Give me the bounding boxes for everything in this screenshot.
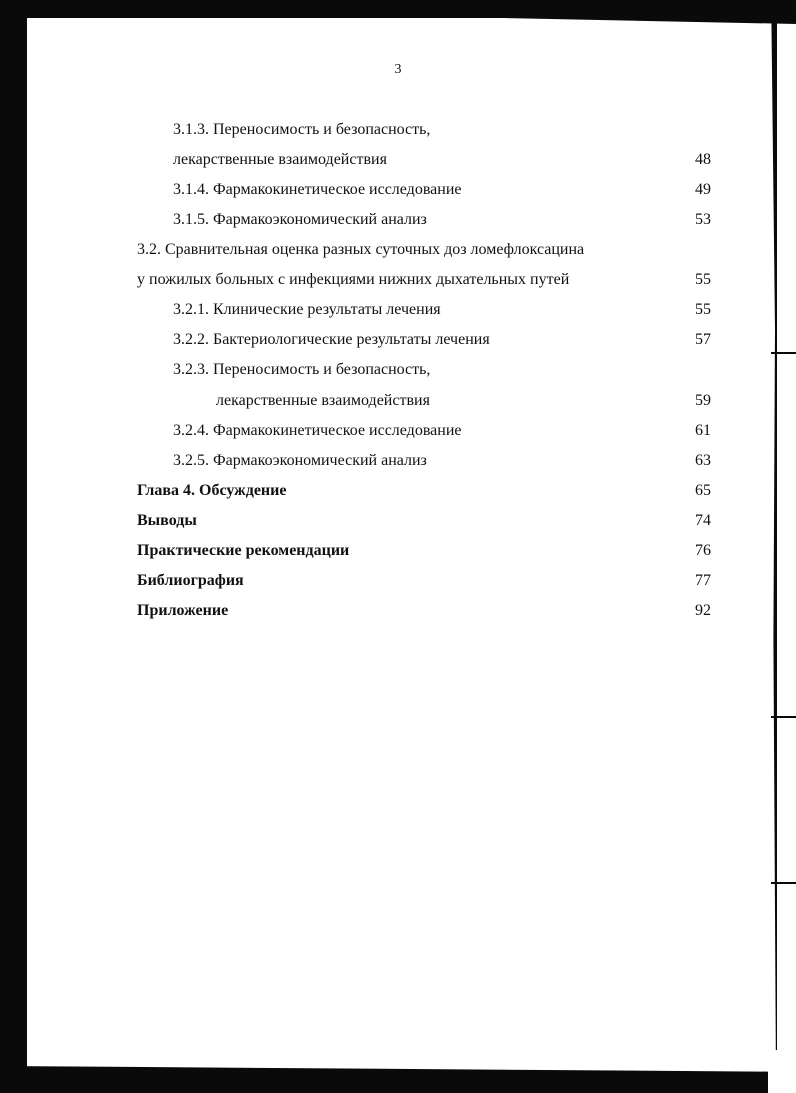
page-number: 3	[394, 62, 402, 77]
toc-entry-text: 3.2.3. Переносимость и безопасность,	[173, 361, 431, 378]
toc-entry-text: 3.2.2. Бактериологические результаты лечения	[173, 331, 490, 348]
toc-entry-page: 92	[695, 602, 711, 619]
toc-entry-page: 61	[695, 422, 711, 439]
toc-entry-page: 63	[695, 452, 711, 469]
toc-entry-page: 57	[695, 331, 711, 348]
toc-entry-page: 49	[695, 181, 711, 198]
toc-entry-text: 3.1.5. Фармакоэкономический анализ	[173, 211, 427, 228]
toc-entry-page: 48	[695, 151, 711, 168]
toc-entry-text: Выводы	[137, 512, 197, 529]
toc-entry-text: лекарственные взаимодействия	[173, 151, 387, 168]
toc-entry-text: лекарственные взаимодействия	[216, 392, 430, 409]
toc-entry-page: 65	[695, 482, 711, 499]
toc-entry-text: Практические рекомендации	[137, 542, 350, 559]
toc-entry-page: 59	[695, 392, 711, 409]
toc-entry-page: 76	[695, 542, 711, 559]
toc-entry-page: 77	[695, 572, 711, 589]
toc-entry-text: Глава 4. Обсуждение	[137, 482, 287, 499]
toc-entry-text: 3.1.4. Фармакокинетическое исследование	[173, 181, 462, 198]
toc-entry-text: 3.2.4. Фармакокинетическое исследование	[173, 422, 462, 439]
toc-entry-text: 3.2.1. Клинические результаты лечения	[173, 301, 441, 318]
toc-entry-text: 3.2. Сравнительная оценка разных суточных доз ломефлоксацина	[137, 241, 585, 258]
toc-entry-text: Библиография	[137, 572, 244, 589]
toc-entry-text: Приложение	[137, 602, 229, 619]
toc-entry-text: у пожилых больных с инфекциями нижних дыхательных путей	[137, 271, 570, 288]
toc-entry-page: 55	[695, 271, 711, 288]
toc-entry-text: 3.2.5. Фармакоэкономический анализ	[173, 452, 427, 469]
toc-entry-page: 55	[695, 301, 711, 318]
toc-entry-text: 3.1.3. Переносимость и безопасность,	[173, 121, 431, 138]
toc-entry-page: 53	[695, 211, 711, 228]
toc-entry-page: 74	[695, 512, 711, 529]
